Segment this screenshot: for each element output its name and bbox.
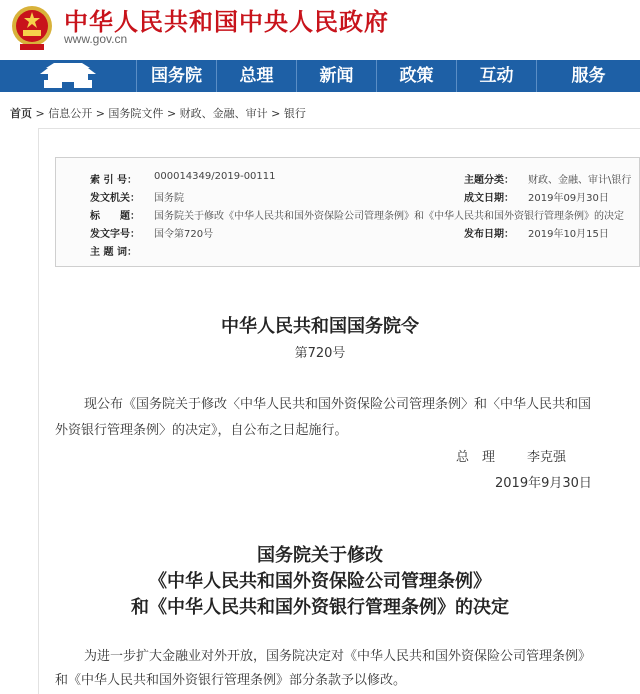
site-header: [0, 0, 640, 60]
breadcrumb-finance[interactable]: > 财政、金融、审计: [166, 107, 268, 120]
document-info-box: [55, 157, 640, 267]
breadcrumb-info-disclosure[interactable]: > 信息公开: [35, 107, 93, 120]
nav-item-interaction[interactable]: 互动: [457, 60, 537, 92]
nav-item-service[interactable]: 服务: [571, 66, 606, 86]
signature-date: 2019年9月30日: [495, 476, 592, 491]
paragraph-2-line-2: 和《中华人民共和国外资银行管理条例》部分条款予以修改。: [55, 673, 407, 688]
info-row-keywords: [56, 243, 640, 261]
info-row-doc-number: [56, 225, 640, 243]
publish-date-label: 发布日期：: [464, 229, 514, 240]
issuer-value: 国务院: [154, 193, 184, 204]
main-nav: [0, 60, 640, 92]
document-title: 中华人民共和国国务院令: [221, 316, 419, 337]
decision-title-line-1: 国务院关于修改: [257, 545, 383, 566]
breadcrumb-home[interactable]: 首页: [10, 107, 32, 120]
breadcrumb-bank[interactable]: > 银行: [271, 107, 306, 120]
paragraph-1-line-1: 现公布《国务院关于修改〈中华人民共和国外资保险公司管理条例〉和〈中华人民共和国: [84, 397, 592, 412]
title-value: 国务院关于修改《中华人民共和国外资保险公司管理条例》和《中华人民共和国外资银行管理条例》的决定: [154, 211, 624, 222]
issuer-label: 发文机关：: [90, 193, 140, 204]
signature-name: 李克强: [527, 450, 567, 465]
breadcrumb: [10, 105, 306, 121]
info-row-title: [56, 207, 640, 225]
national-emblem-icon[interactable]: [10, 4, 54, 52]
keyword-label: 主 题 词：: [90, 247, 137, 258]
title-label: 标 题：: [90, 211, 140, 222]
decision-title-line-3: 和《中华人民共和国外资银行管理条例》的决定: [131, 597, 509, 618]
publish-date-value: 2019年10月15日: [528, 229, 609, 240]
info-row-index: [56, 171, 640, 189]
topic-label: 主题分类：: [464, 175, 514, 186]
date-written-value: 2019年09月30日: [528, 193, 609, 204]
site-title[interactable]: 中华人民共和国中央人民政府: [64, 8, 389, 36]
nav-item-policy[interactable]: 政策: [377, 60, 457, 92]
document-number: 第720号: [294, 346, 346, 361]
nav-item-news[interactable]: 新闻: [297, 60, 377, 92]
paragraph-2-line-1: 为进一步扩大金融业对外开放，国务院决定对《中华人民共和国外资保险公司管理条例》: [84, 649, 592, 664]
tiananmen-icon: [0, 60, 136, 92]
doc-number-label: 发文字号：: [90, 229, 140, 240]
paragraph-1-line-2: 外资银行管理条例〉的决定》，自公布之日起施行。: [55, 423, 348, 438]
info-row-issuer: [56, 189, 640, 207]
site-url[interactable]: www.gov.cn: [64, 32, 128, 46]
decision-title-line-2: 《中华人民共和国外资保险公司管理条例》: [149, 571, 491, 592]
index-value: 000014349/2019-00111: [154, 171, 276, 182]
nav-item-premier[interactable]: 总理: [217, 60, 297, 92]
breadcrumb-state-council-docs[interactable]: > 国务院文件: [95, 107, 164, 120]
signature-title: 总 理: [456, 450, 496, 465]
home-nav-button[interactable]: [0, 60, 137, 92]
date-written-label: 成文日期：: [464, 193, 514, 204]
topic-value: 财政、金融、审计\银行: [528, 175, 632, 186]
nav-item-state-council[interactable]: 国务院: [137, 60, 217, 92]
index-label: 索 引 号：: [90, 175, 137, 186]
doc-number-value: 国令第720号: [154, 229, 214, 240]
